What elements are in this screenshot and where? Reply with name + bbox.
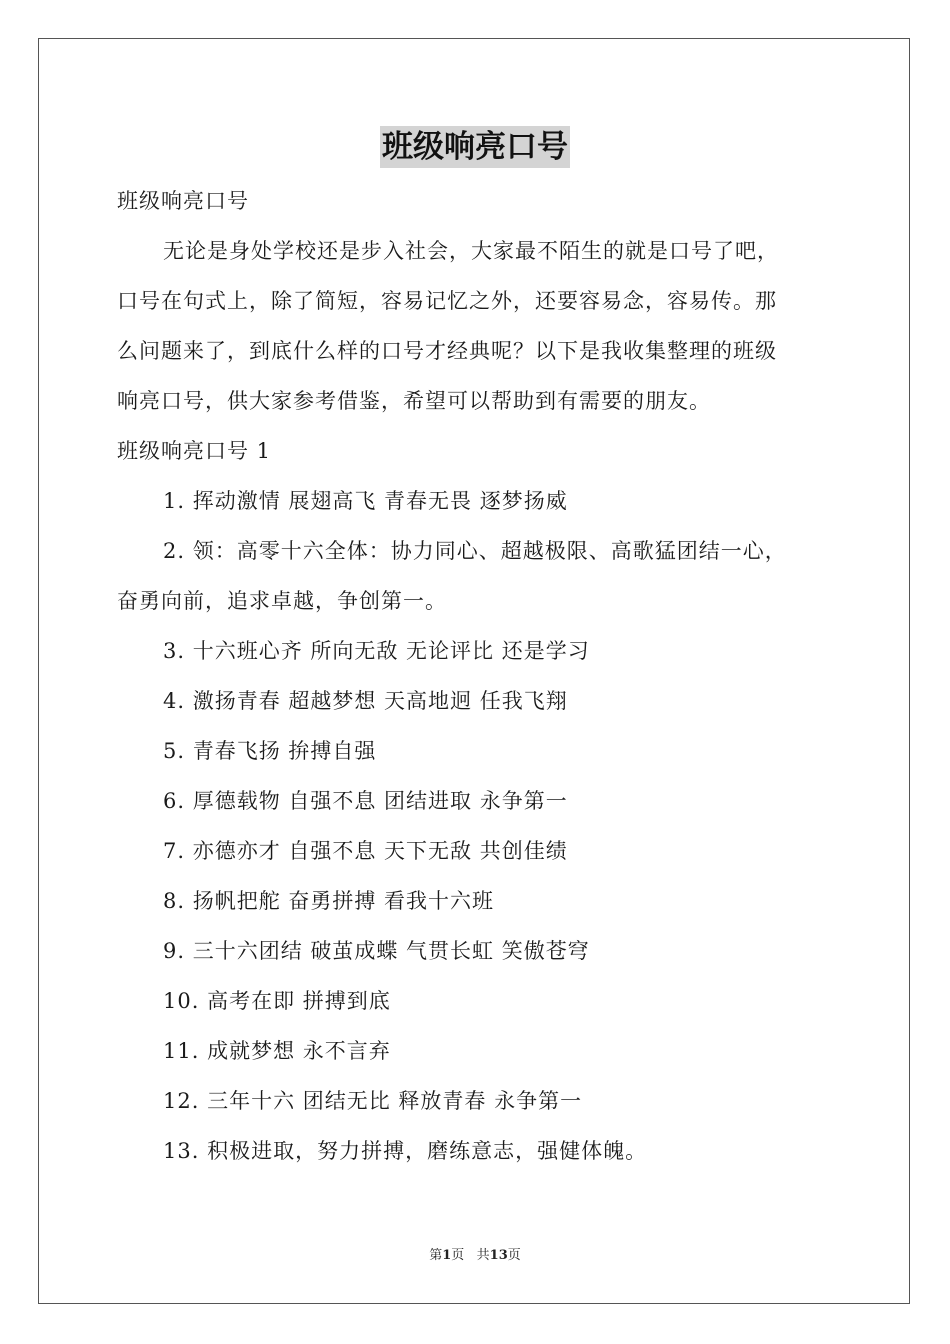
footer-suffix: 页: [507, 1248, 521, 1263]
slogan-item: 10. 高考在即 拼搏到底: [163, 989, 391, 1013]
slogan-item: 11. 成就梦想 永不言弃: [163, 1039, 391, 1063]
intro-line-1: 无论是身处学校还是步入社会，大家最不陌生的就是口号了吧，: [163, 239, 779, 263]
slogan-item: 9. 三十六团结 破茧成蝶 气贯长虹 笑傲苍穹: [163, 939, 590, 963]
slogan-item: 5. 青春飞扬 拚搏自强: [163, 739, 377, 763]
footer-page-number: 1: [442, 1248, 452, 1263]
footer-total-pages: 13: [489, 1248, 508, 1263]
page-footer: [0, 1246, 950, 1266]
section-heading: 班级响亮口号 1: [117, 439, 272, 463]
slogan-item: 1. 挥动激情 展翅高飞 青春无畏 逐梦扬威: [163, 489, 568, 513]
title-container: [0, 126, 950, 168]
slogan-item: 3. 十六班心齐 所向无敌 无论评比 还是学习: [163, 639, 590, 663]
intro-line-2: 口号在句式上，除了简短，容易记忆之外，还要容易念，容易传。那: [117, 289, 777, 313]
slogan-item: 8. 扬帆把舵 奋勇拼搏 看我十六班: [163, 889, 495, 913]
slogan-item: 6. 厚德载物 自强不息 团结进取 永争第一: [163, 789, 568, 813]
document-title: 班级响亮口号: [380, 126, 570, 168]
slogan-item: 4. 激扬青春 超越梦想 天高地迥 任我飞翔: [163, 689, 568, 713]
slogan-item: 13. 积极进取，努力拼搏，磨练意志，强健体魄。: [163, 1139, 648, 1163]
footer-prefix: 第: [429, 1248, 443, 1263]
document-body: [117, 176, 847, 1176]
subtitle: 班级响亮口号: [117, 189, 249, 213]
slogan-item: 12. 三年十六 团结无比 释放青春 永争第一: [163, 1089, 583, 1113]
slogan-item: 7. 亦德亦才 自强不息 天下无敌 共创佳绩: [163, 839, 568, 863]
slogan-item: 2. 领：高零十六全体：协力同心、超越极限、高歌猛团结一心，: [163, 539, 787, 563]
footer-mid: 页 共: [451, 1248, 490, 1263]
intro-line-4: 响亮口号，供大家参考借鉴，希望可以帮助到有需要的朋友。: [117, 389, 711, 413]
slogan-item-continuation: 奋勇向前，追求卓越，争创第一。: [117, 589, 447, 613]
intro-line-3: 么问题来了，到底什么样的口号才经典呢？以下是我收集整理的班级: [117, 339, 777, 363]
